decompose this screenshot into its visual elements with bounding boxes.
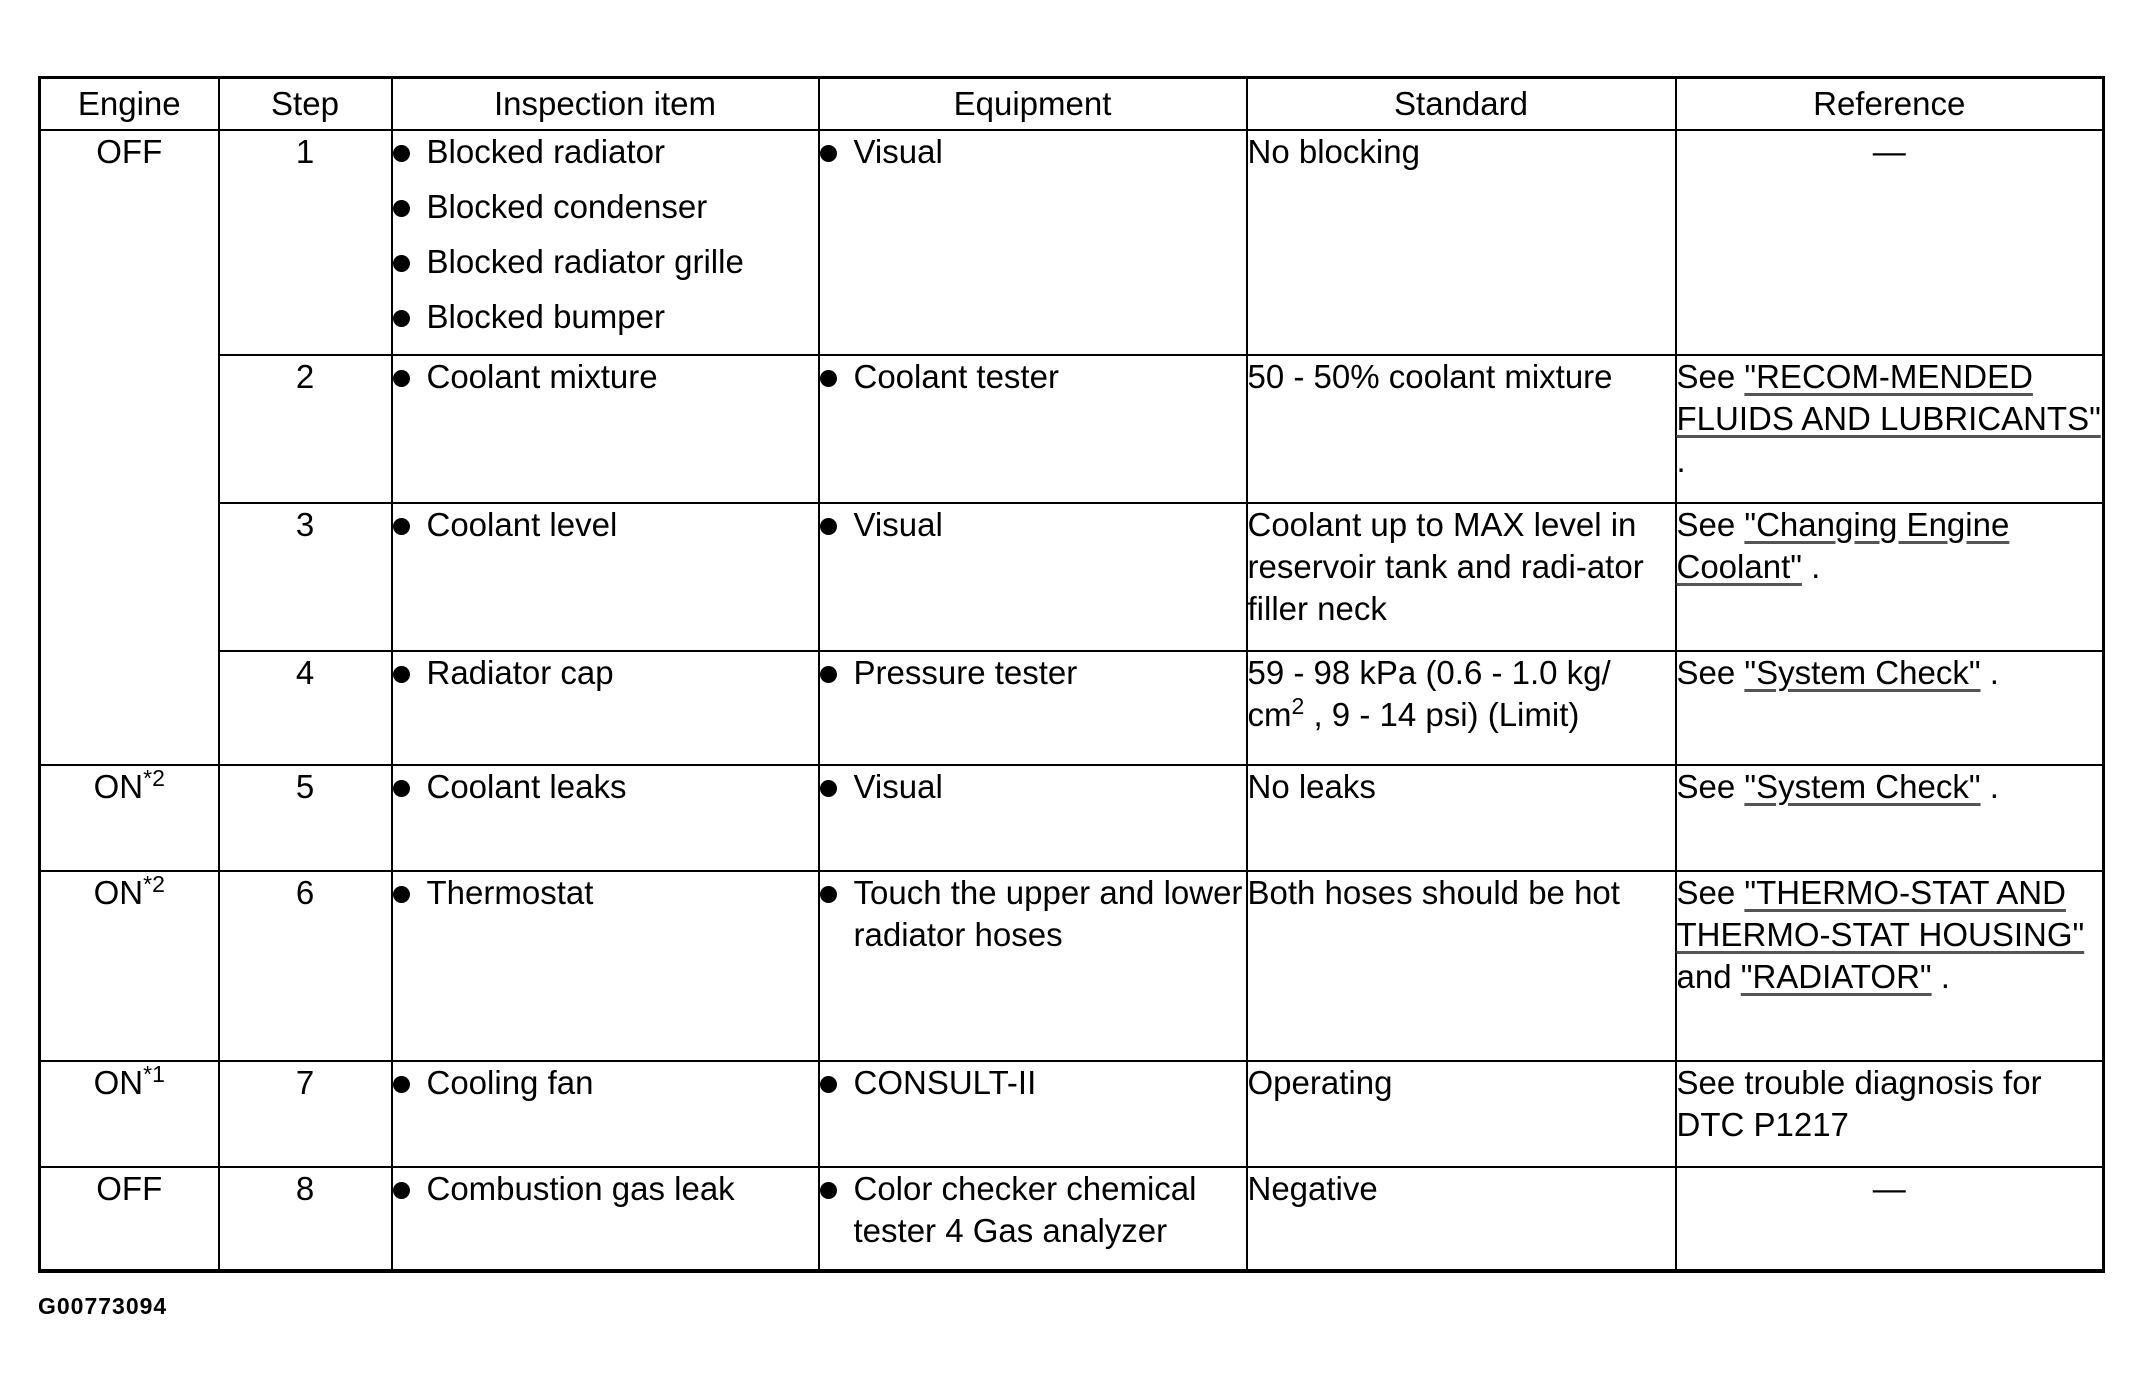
inspection-item-cell	[392, 871, 819, 1061]
table-row	[40, 1167, 2104, 1271]
table-row	[40, 651, 2104, 765]
bullet-icon	[393, 145, 410, 162]
list-item: Color checker chemical tester 4 Gas analyzer	[820, 1168, 1246, 1252]
reference-cell: —	[1676, 130, 2104, 355]
list-item: Blocked radiator grille	[393, 241, 818, 283]
bullet-icon	[393, 886, 410, 903]
list-item: Radiator cap	[393, 652, 818, 694]
list-item: Pressure tester	[820, 652, 1246, 694]
list-item: Blocked bumper	[393, 296, 818, 338]
list-item: Blocked condenser	[393, 186, 818, 228]
bullet-icon	[820, 780, 837, 797]
standard-cell: Operating	[1247, 1061, 1676, 1167]
list-item: Touch the upper and lower radiator hoses	[820, 872, 1246, 956]
reference-cell: See "System Check" .	[1676, 765, 2104, 871]
header-standard: Standard	[1247, 78, 1676, 131]
list-item: Cooling fan	[393, 1062, 818, 1104]
table-row	[40, 765, 2104, 871]
standard-cell: Both hoses should be hot	[1247, 871, 1676, 1061]
changing-engine-coolant-link[interactable]: "Changing Engine Coolant"	[1676, 506, 2010, 585]
reference-cell: See "RECOM-MENDED FLUIDS AND LUBRICANTS" .	[1676, 355, 2104, 503]
bullet-icon	[393, 666, 410, 683]
bullet-icon	[820, 666, 837, 683]
table-row	[40, 355, 2104, 503]
system-check-link[interactable]: "System Check"	[1744, 654, 1981, 691]
bullet-icon	[393, 370, 410, 387]
header-equipment: Equipment	[819, 78, 1247, 131]
list-item: Coolant level	[393, 504, 818, 546]
header-step: Step	[219, 78, 392, 131]
engine-cell: OFF	[40, 130, 219, 765]
bullet-icon	[393, 200, 410, 217]
header-row	[40, 78, 2104, 131]
step-cell: 7	[219, 1061, 392, 1167]
engine-cell: ON$^{*1}$	[40, 1061, 219, 1167]
inspection-item-cell	[392, 130, 819, 355]
step-cell: 6	[219, 871, 392, 1061]
list-item: Combustion gas leak	[393, 1168, 818, 1210]
bullet-icon	[393, 255, 410, 272]
table-row	[40, 130, 2104, 355]
system-check-link[interactable]: "System Check"	[1744, 768, 1981, 805]
thermostat-housing-link[interactable]: "THERMO-STAT AND THERMO-STAT HOUSING"	[1676, 874, 2085, 953]
bullet-icon	[393, 1182, 410, 1199]
step-cell: 5	[219, 765, 392, 871]
list-item: Visual	[820, 766, 1246, 808]
equipment-cell	[819, 1061, 1247, 1167]
engine-cell: OFF	[40, 1167, 219, 1271]
equipment-cell	[819, 355, 1247, 503]
bullet-icon	[820, 370, 837, 387]
list-item: Thermostat	[393, 872, 818, 914]
reference-cell: See "Changing Engine Coolant" .	[1676, 503, 2104, 651]
radiator-link[interactable]: "RADIATOR"	[1740, 958, 1932, 995]
equipment-cell	[819, 503, 1247, 651]
engine-cell: ON$^{*2}$	[40, 765, 219, 871]
list-item: Coolant mixture	[393, 356, 818, 398]
bullet-icon	[393, 780, 410, 797]
table-row	[40, 503, 2104, 651]
bullet-icon	[393, 1076, 410, 1093]
equipment-cell	[819, 130, 1247, 355]
inspection-table-document	[38, 76, 2102, 1273]
inspection-item-cell	[392, 355, 819, 503]
step-cell: 3	[219, 503, 392, 651]
standard-cell: Coolant up to MAX level in reservoir tank and radi-ator filler neck	[1247, 503, 1676, 651]
table-row	[40, 1061, 2104, 1167]
equipment-cell	[819, 651, 1247, 765]
reference-cell: See "THERMO-STAT AND THERMO-STAT HOUSING" and "RADIATOR" .	[1676, 871, 2104, 1061]
bullet-icon	[820, 518, 837, 535]
standard-cell: 59 - 98 kPa (0.6 - 1.0 kg/ $cm^2$ , 9 - 14 psi) (Limit)	[1247, 651, 1676, 765]
header-inspection-item: Inspection item	[392, 78, 819, 131]
standard-cell: 50 - 50% coolant mixture	[1247, 355, 1676, 503]
equipment-cell	[819, 1167, 1247, 1271]
bullet-icon	[393, 518, 410, 535]
reference-cell: See "System Check" .	[1676, 651, 2104, 765]
inspection-item-cell	[392, 503, 819, 651]
bullet-icon	[820, 1182, 837, 1199]
step-cell: 8	[219, 1167, 392, 1271]
step-cell: 1	[219, 130, 392, 355]
inspection-table	[38, 76, 2105, 1273]
bullet-icon	[820, 145, 837, 162]
standard-cell: Negative	[1247, 1167, 1676, 1271]
inspection-item-cell	[392, 765, 819, 871]
figure-id: G00773094	[38, 1293, 168, 1319]
step-cell: 4	[219, 651, 392, 765]
equipment-cell	[819, 871, 1247, 1061]
header-engine: Engine	[40, 78, 219, 131]
inspection-item-cell	[392, 1061, 819, 1167]
list-item: Visual	[820, 131, 1246, 173]
recommended-fluids-link[interactable]: "RECOM-MENDED FLUIDS AND LUBRICANTS"	[1676, 358, 2101, 437]
list-item: Coolant tester	[820, 356, 1246, 398]
list-item: Blocked radiator	[393, 131, 818, 173]
standard-cell: No blocking	[1247, 130, 1676, 355]
table-row	[40, 871, 2104, 1061]
bullet-icon	[393, 310, 410, 327]
list-item: Visual	[820, 504, 1246, 546]
list-item: CONSULT-II	[820, 1062, 1246, 1104]
list-item: Coolant leaks	[393, 766, 818, 808]
engine-cell: ON$^{*2}$	[40, 871, 219, 1061]
bullet-icon	[820, 886, 837, 903]
reference-cell: See trouble diagnosis for DTC P1217	[1676, 1061, 2104, 1167]
header-reference: Reference	[1676, 78, 2104, 131]
inspection-item-cell	[392, 1167, 819, 1271]
bullet-icon	[820, 1076, 837, 1093]
inspection-item-cell	[392, 651, 819, 765]
equipment-cell	[819, 765, 1247, 871]
step-cell: 2	[219, 355, 392, 503]
reference-cell: —	[1676, 1167, 2104, 1271]
standard-cell: No leaks	[1247, 765, 1676, 871]
